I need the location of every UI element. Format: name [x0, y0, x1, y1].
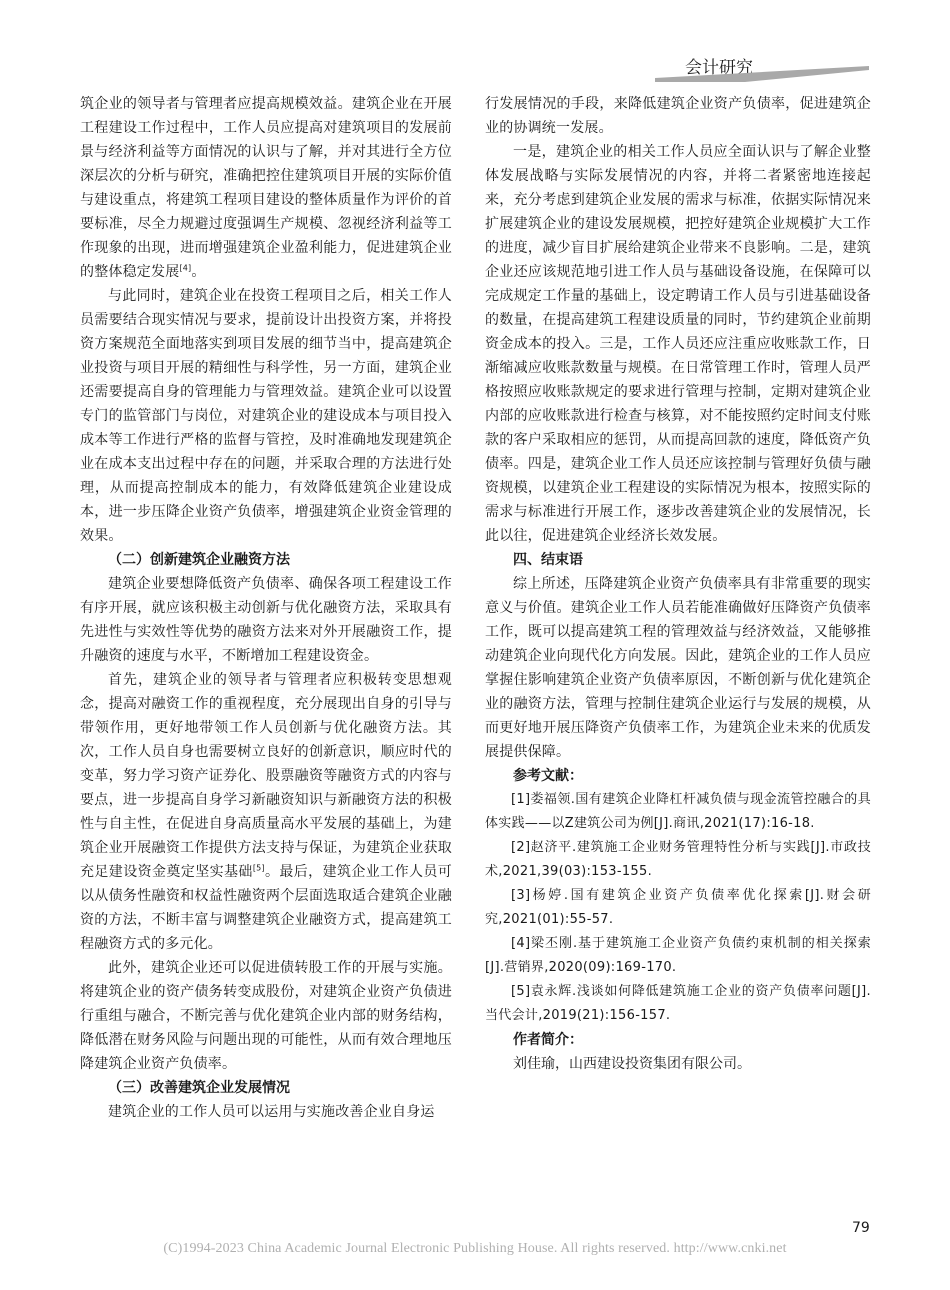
- left-column: [80, 92, 452, 1124]
- reference-item: [4]梁丕刚.基于建筑施工企业资产负债约束机制的相关探索[J].营销界,2020(09):169-170.: [485, 936, 871, 975]
- paragraph: 一是，建筑企业的相关工作人员应全面认识与了解企业整体发展战略与实际发展情况的内容，并将二者紧密地连接起来，充分考虑到建筑企业发展的需求与标准，依据实际情况来扩展建筑企业的建设发展规模，把控好建筑企业规模扩大工作的进度，减少盲目扩展给建筑企业带来不良影响。二是，建筑企业还应该规范地引进工作人员与基础设备设施，在保障可以完成规定工作量的基础上，设定聘请工作人员与引进基础设备的数量，在提高建筑工程建设质量的同时，节约建筑企业前期资金成本的投入。三是，工作人员还应注重应收账款工作，日渐缩减应收账款数量与规模。在日常管理工作时，管理人员严格按照应收账款规定的要求进行管理与控制，定期对建筑企业内部的应收账款进行检查与核算，对不能按照约定时间支付账款的客户采取相应的惩罚，从而提高回款的速度，降低资产负债率。四是，建筑企业工作人员还应该控制与管理好负债与融资规模，以建筑企业工程建设的实际情况为根本，按照实际的需求与标准进行开展工作，逐步改善建筑企业的发展情况，长此以往，促进建筑企业经济长效发展。: [485, 144, 871, 544]
- paragraph: 建筑企业的工作人员可以运用与实施改善企业自身运: [108, 1104, 435, 1120]
- paragraph: 筑企业的领导者与管理者应提高规模效益。建筑企业在开展工程建设工作过程中，工作人员应提高对建筑项目的发展前景与经济利益等方面情况的认识与了解，并对其进行全方位深层次的分析与研究，准确把控住建筑项目开展的实际价值与建设重点，将建筑工程项目建设的整体质量作为评价的首要标准，尽全力规避过度强调生产规模、忽视经济利益等工作现象的出现，进而增强建筑企业盈利能力，促进建筑企业的整体稳定发展[4]。: [80, 96, 452, 280]
- copyright-footer: (C)1994-2023 China Academic Journal Electronic Publishing House. All rights reserved. http://www.cnki.net: [163, 1241, 787, 1256]
- reference-item: [5]袁永辉.浅谈如何降低建筑施工企业的资产负债率问题[J].当代会计,2019(21):156-157.: [485, 984, 871, 1023]
- reference-item: [1]娄福领.国有建筑企业降杠杆减负债与现金流管控融合的具体实践——以Z建筑公司为例[J].商讯,2021(17):16-18.: [485, 792, 871, 831]
- paragraph: 与此同时，建筑企业在投资工程项目之后，相关工作人员需要结合现实情况与要求，提前设计出投资方案，并将投资方案规范全面地落实到项目发展的细节当中，提高建筑企业投资与项目开展的精细性与科学性，另一方面，建筑企业还需要提高自身的管理能力与管理效益。建筑企业可以设置专门的监管部门与岗位，对建筑企业的建设成本与项目投入成本等工作进行严格的监督与管控，及时准确地发现建筑企业在成本支出过程中存在的问题，并采取合理的方法进行处理，从而提高控制成本的能力，有效降低建筑企业建设成本，进一步压降企业资产负债率，增强建筑企业资金管理的效果。: [80, 288, 452, 544]
- journal-section-label: 会计研究: [685, 58, 753, 78]
- paragraph: 行发展情况的手段，来降低建筑企业资产负债率，促进建筑企业的协调统一发展。: [485, 96, 871, 136]
- citation-marker: [4]: [179, 263, 192, 273]
- references-heading: 参考文献：: [513, 768, 583, 784]
- paragraph: 建筑企业要想降低资产负债率、确保各项工程建设工作有序开展，就应该积极主动创新与优化融资方法，采取具有先进性与实效性等优势的融资方法来对外开展融资工作，提升融资的速度与水平，不断增加工程建设资金。: [80, 576, 452, 664]
- paragraph: 首先，建筑企业的领导者与管理者应积极转变思想观念，提高对融资工作的重视程度，充分展现出自身的引导与带领作用，更好地带领工作人员创新与优化融资方法。其次，工作人员自身也需要树立良好的创新意识，顺应时代的变革，努力学习资产证券化、股票融资等融资方式的内容与要点，进一步提高自身学习新融资知识与新融资方法的积极性与自主性，在促进自身高质量高水平发展的基础上，为建筑企业开展融资工作提供方法支持与保证，为建筑企业获取充足建设资金奠定坚实基础[5]。最后，建筑企业工作人员可以从债务性融资和权益性融资两个层面选取适合建筑企业融资的方法，不断丰富与调整建筑企业融资方式，提高建筑工程融资方式的多元化。: [80, 672, 452, 952]
- right-column: [485, 92, 871, 1076]
- section-heading: （三）改善建筑企业发展情况: [108, 1080, 290, 1096]
- citation-marker: [5]: [252, 863, 265, 873]
- reference-item: [3]杨婷.国有建筑企业资产负债率优化探索[J].财会研究,2021(01):55-57.: [485, 888, 871, 927]
- section-heading: 四、结束语: [513, 552, 583, 568]
- author-info: 刘佳瑜，山西建设投资集团有限公司。: [513, 1056, 751, 1072]
- paragraph: 综上所述，压降建筑企业资产负债率具有非常重要的现实意义与价值。建筑企业工作人员若能准确做好压降资产负债率工作，既可以提高建筑工程的管理效益与经济效益，又能够推动建筑企业向现代化方向发展。因此，建筑企业的工作人员应掌握住影响建筑企业资产负债率原因，不断创新与优化建筑企业的融资方法，管理与控制住建筑企业运行与发展的规模，从而更好地开展压降资产负债率工作，为建筑企业未来的优质发展提供保障。: [485, 576, 871, 760]
- page-number: 79: [852, 1220, 870, 1236]
- paragraph: 此外，建筑企业还可以促进债转股工作的开展与实施。将建筑企业的资产债务转变成股份，对建筑企业资产负债进行重组与融合，不断完善与优化建筑企业内部的财务结构，降低潜在财务风险与问题出现的可能性，从而有效合理地压降建筑企业资产负债率。: [80, 960, 452, 1072]
- reference-item: [2]赵济平.建筑施工企业财务管理特性分析与实践[J].市政技术,2021,39(03):153-155.: [485, 840, 871, 879]
- section-heading: （二）创新建筑企业融资方法: [108, 552, 290, 568]
- author-heading: 作者简介：: [513, 1032, 583, 1048]
- header-decorative-rule: [535, 66, 869, 84]
